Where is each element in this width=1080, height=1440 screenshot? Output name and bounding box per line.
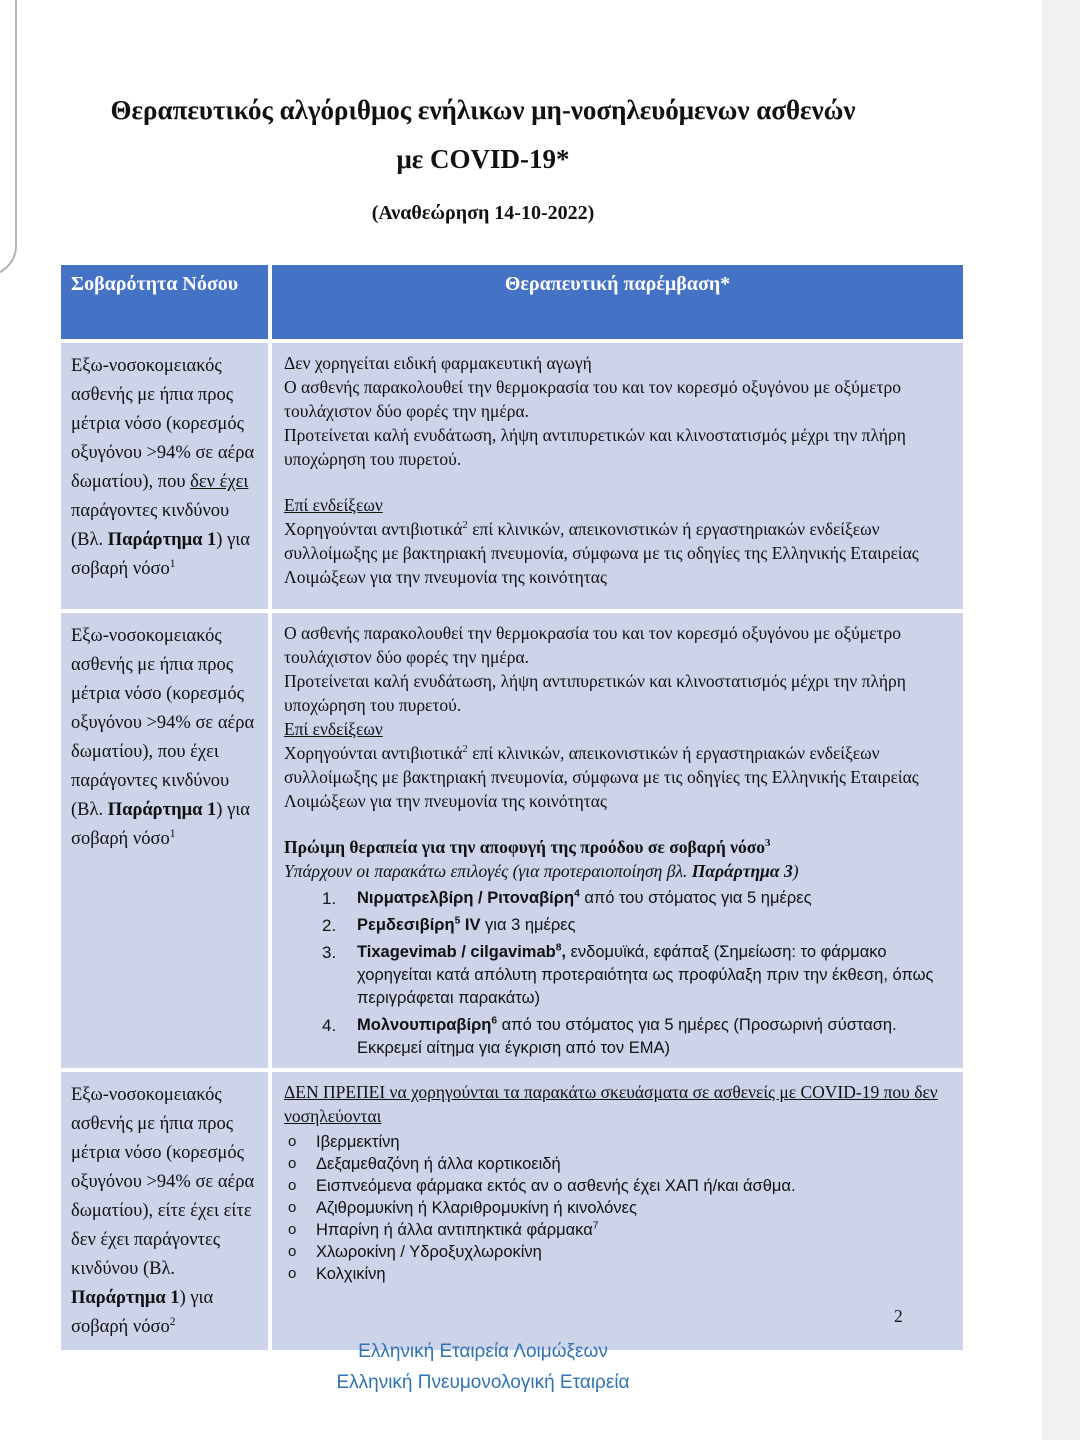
row3-intervention-cell [270,1070,965,1352]
row1-left-text3: ) για σοβαρή νόσο [71,530,250,579]
options-note-text: Υπάρχουν οι παρακάτω επιλογές (για προτεραιοποίηση βλ. [284,861,692,881]
table-row [59,611,965,1070]
antibiotics-text-cont: επί κλινικών, απεικονιστικών ή εργαστηριακών ενδείξεων συλλοίμωξης με βακτηριακή πνευμονία, σύμφωνα με τις οδηγίες της Ελληνικής Εταιρείας Λοιμώξεων για την πνευμονία της κοινότητας [284,519,919,587]
paragraph [284,741,949,813]
options-note [284,859,949,883]
column-header-intervention: Θεραπευτική παρέμβαση* [270,263,965,341]
drug-details: για 3 ημέρες [480,916,576,934]
row2-left-text2: ) για σοβαρή νόσο [71,800,250,849]
table-row [59,1070,965,1352]
list-item [322,941,949,1010]
item-number: 3. [322,943,337,962]
table-header-row [59,263,965,341]
drug-details: από του στόματος για 5 ημέρες [579,889,812,907]
drug-name: Ρεμδεσιβίρη [357,916,455,934]
bullet-text [316,1241,949,1263]
drug-name-suffix: , [561,943,566,961]
footer-org-1: Ελληνική Εταιρεία Λοιμώξεων [358,1341,608,1362]
row2-left-bold-ref: Παράρτημα 1 [107,800,217,820]
antibiotics-text: Χορηγούνται αντιβιοτικά [284,519,463,539]
drug-footnote: 7 [592,1220,599,1232]
page-number: 2 [894,1306,903,1326]
bullet-text [316,1131,949,1153]
viewer-panel-edge [0,0,17,276]
antibiotics-text-cont: επί κλινικών, απεικονιστικών ή εργαστηριακών ενδείξεων συλλοίμωξης με βακτηριακή πνευμονία, σύμφωνα με τις οδηγίες της Ελληνικής Εταιρείας Λοιμώξεων για την πνευμονία της κοινότητας [284,743,919,811]
paragraph: Ο ασθενής παρακολουθεί την θερμοκρασία του και τον κορεσμό οξυγόνου με οξύμετρο τουλάχιστον δύο φορές την ημέρα. [284,377,901,421]
document-title-line1: Θεραπευτικός αλγόριθμος ενήλικων μη-νοσηλευόμενων ασθενών [110,95,856,125]
bullet-text [316,1263,949,1285]
row1-left-text2: παράγοντες κινδύνου (Βλ. [71,501,230,550]
row3-left-text2: ) για σοβαρή νόσο [71,1288,214,1337]
bullet-text [316,1219,949,1241]
bullet-text [316,1197,949,1219]
row1-left-bold-ref: Παράρτημα 1 [107,530,217,550]
footnote-3: 3 [765,837,771,850]
list-item [284,1219,949,1241]
document-footer [57,1336,909,1398]
drug-footnote: 4 [574,888,580,900]
item-text [357,941,949,1010]
paragraph [284,517,949,589]
list-item [322,1014,949,1060]
item-number: 1. [322,889,337,908]
table-row [59,341,965,611]
drug-name: Χλωροκίνη / Υδροξυχλωροκίνη [316,1243,542,1261]
row1-severity-cell [59,341,270,611]
footnote-2: 2 [462,743,468,756]
drug-name: Κολχικίνη [316,1265,386,1283]
list-item [284,1131,949,1153]
revision-date: (Αναθεώρηση 14-10-2022) [371,202,595,224]
bullet-marker: o [288,1243,297,1260]
paragraph: Προτείνεται καλή ενυδάτωση, λήψη αντιπυρετικών και κλινοστατισμός μέχρι την πλήρη υποχώρηση του πυρετού. [284,425,906,469]
row3-left-bold-ref: Παράρτημα 1 [71,1288,180,1308]
drug-details: ενδομυϊκά, εφάπαξ (Σημείωση: το φάρμακο χορηγείται κατά απόλυτη προτεραιότητα ως προφύλαξη πριν την έκθεση, όπως περιγράφεται παρακάτω) [357,943,934,1007]
drug-name: Αζιθρομυκίνη ή Κλαριθρομυκίνη ή κινολόνες [316,1199,637,1217]
drug-name: Ιβερμεκτίνη [316,1133,400,1151]
drug-footnote: 6 [491,1015,498,1027]
contraindicated-drugs-list [284,1131,949,1285]
item-text [357,1014,949,1060]
row1-left-underlined: δεν έχει [190,472,249,492]
document-title-line2: με COVID-19* [396,144,570,174]
list-item [284,1153,949,1175]
row1-left-footnote: 1 [169,557,176,570]
bullet-text [316,1153,949,1175]
item-text [357,914,949,937]
bullet-marker: o [288,1221,297,1238]
therapy-options-list [322,887,949,1060]
list-item [322,887,949,910]
antibiotics-text: Χορηγούνται αντιβιοτικά [284,743,463,763]
footnote-2: 2 [462,519,468,532]
bullet-text [316,1175,949,1197]
document-header [57,0,909,225]
drug-footnote: 5 [454,915,461,927]
bullet-marker: o [288,1177,297,1194]
early-therapy-heading [284,835,949,859]
row1-intervention-cell [270,341,965,611]
indications-label: Επί ενδείξεων [284,495,383,515]
bullet-marker: o [288,1265,297,1282]
column-header-severity: Σοβαρότητα Νόσου [59,263,270,341]
drug-name: Ηπαρίνη ή άλλα αντιπηκτικά φάρμακα [316,1221,593,1239]
bullet-marker: o [288,1155,297,1172]
options-note-bold-ref: Παράρτημα 3 [691,861,793,881]
paragraph: Ο ασθενής παρακολουθεί την θερμοκρασία του και τον κορεσμό οξυγόνου με οξύμετρο τουλάχιστον δύο φορές την ημέρα. [284,623,901,667]
drug-details: από του στόματος για 5 ημέρες (Προσωρινή σύσταση. Εκκρεμεί αίτημα για έγκριση από τον ΕΜΑ) [357,1016,897,1057]
paragraph: Προτείνεται καλή ενυδάτωση, λήψη αντιπυρετικών και κλινοστατισμός μέχρι την πλήρη υποχώρηση του πυρετού. [284,671,906,715]
footer-org-2: Ελληνική Πνευμονολογική Εταιρεία [336,1372,630,1393]
list-item [284,1263,949,1285]
list-item [284,1241,949,1263]
drug-name: Εισπνεόμενα φάρμακα εκτός αν ο ασθενής έχει ΧΑΠ ή/και άσθμα. [316,1177,796,1195]
bullet-marker: o [288,1199,297,1216]
paragraph: Δεν χορηγείται ειδική φαρμακευτική αγωγή [284,353,592,373]
list-item [322,914,949,937]
row2-severity-cell [59,611,270,1070]
drug-name: Tixagevimab / cilgavimab [357,943,556,961]
drug-name: Μολνουπιραβίρη [357,1016,492,1034]
row2-left-text: Εξω-νοσοκομειακός ασθενής με ήπια προς μέτρια νόσο (κορεσμός οξυγόνου >94% σε αέρα δωματίου), που έχει παράγοντες κινδύνου (Βλ. [71,626,255,820]
indications-label: Επί ενδείξεων [284,719,383,739]
drug-name: Νιρματρελβίρη / Ριτοναβίρη [357,889,575,907]
treatment-table [57,261,967,1354]
bullet-marker: o [288,1133,297,1150]
drug-name-suffix: IV [460,916,481,934]
early-therapy-heading-text: Πρώιμη θεραπεία για την αποφυγή της προόδου σε σοβαρή νόσο [284,837,766,857]
item-number: 2. [322,916,337,935]
item-text [357,887,949,910]
row2-intervention-cell [270,611,965,1070]
drug-footnote: 8 [555,942,562,954]
list-item [284,1175,949,1197]
drug-name: Δεξαμεθαζόνη ή άλλα κορτικοειδή [316,1155,561,1173]
row3-severity-cell [59,1070,270,1352]
item-number: 4. [322,1016,337,1035]
row2-left-footnote: 1 [169,827,176,840]
row1-left-text: Εξω-νοσοκομειακός ασθενής με ήπια προς μέτρια νόσο (κορεσμός οξυγόνου >94% σε αέρα δωματίου), που [71,356,255,492]
row3-left-footnote: 2 [169,1315,176,1328]
options-note-close: ) [792,861,799,881]
row3-left-text: Εξω-νοσοκομειακός ασθενής με ήπια προς μέτρια νόσο (κορεσμός οξυγόνου >94% σε αέρα δωματίου), είτε έχει είτε δεν έχει παράγοντες κινδύνου (Βλ. [71,1085,255,1279]
list-item [284,1197,949,1219]
do-not-administer-heading: ΔΕΝ ΠΡΕΠΕΙ να χορηγούνται τα παρακάτω σκευάσματα σε ασθενείς με COVID-19 που δεν νοσηλεύονται [284,1082,938,1126]
